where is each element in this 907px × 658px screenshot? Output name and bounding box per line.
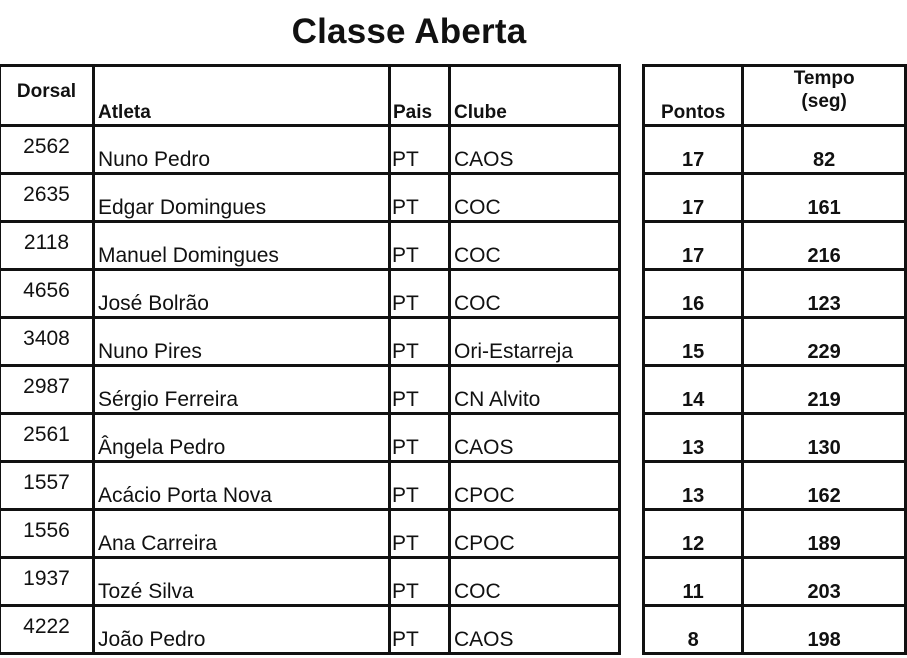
cell-atleta: Ana Carreira — [94, 510, 390, 558]
cell-dorsal: 2987 — [0, 366, 94, 414]
header-clube: Clube — [450, 66, 620, 126]
header-tempo-line2: (seg) — [801, 91, 847, 112]
results-table — [0, 64, 621, 655]
cell-pontos: 16 — [644, 270, 743, 318]
cell-pais: PT — [390, 462, 450, 510]
cell-tempo: 82 — [743, 126, 906, 174]
cell-clube: CAOS — [450, 606, 620, 654]
table-row — [644, 462, 906, 510]
cell-pais: PT — [390, 558, 450, 606]
table-row — [0, 366, 620, 414]
cell-tempo: 198 — [743, 606, 906, 654]
cell-pontos: 17 — [644, 222, 743, 270]
cell-dorsal: 4656 — [0, 270, 94, 318]
cell-dorsal: 2561 — [0, 414, 94, 462]
cell-atleta: João Pedro — [94, 606, 390, 654]
table-row — [644, 510, 906, 558]
table-row — [644, 606, 906, 654]
header-tempo-line1: Tempo — [793, 68, 855, 89]
cell-pontos: 13 — [644, 414, 743, 462]
header-atleta: Atleta — [94, 66, 390, 126]
table-row — [644, 414, 906, 462]
cell-clube: CPOC — [450, 462, 620, 510]
cell-clube: COC — [450, 174, 620, 222]
cell-clube: COC — [450, 558, 620, 606]
cell-tempo: 229 — [743, 318, 906, 366]
table-row — [0, 462, 620, 510]
cell-tempo: 161 — [743, 174, 906, 222]
cell-pontos: 11 — [644, 558, 743, 606]
header-row — [0, 66, 620, 126]
cell-dorsal: 2118 — [0, 222, 94, 270]
table-row — [644, 318, 906, 366]
cell-dorsal: 1557 — [0, 462, 94, 510]
cell-clube: COC — [450, 270, 620, 318]
cell-pontos: 14 — [644, 366, 743, 414]
header-pontos: Pontos — [644, 66, 743, 126]
table-row — [644, 366, 906, 414]
cell-tempo: 123 — [743, 270, 906, 318]
cell-atleta: Nuno Pedro — [94, 126, 390, 174]
cell-dorsal: 3408 — [0, 318, 94, 366]
cell-pontos: 8 — [644, 606, 743, 654]
cell-tempo: 219 — [743, 366, 906, 414]
cell-tempo: 162 — [743, 462, 906, 510]
cell-tempo: 203 — [743, 558, 906, 606]
cell-pontos: 12 — [644, 510, 743, 558]
table-row — [0, 606, 620, 654]
cell-pais: PT — [390, 414, 450, 462]
page-title: Classe Aberta — [291, 12, 527, 51]
score-table — [642, 64, 907, 655]
header-tempo — [743, 66, 906, 126]
cell-clube: COC — [450, 222, 620, 270]
cell-dorsal: 2635 — [0, 174, 94, 222]
table-row — [644, 222, 906, 270]
cell-tempo: 216 — [743, 222, 906, 270]
table-row — [0, 414, 620, 462]
cell-clube: CAOS — [450, 126, 620, 174]
cell-pontos: 17 — [644, 174, 743, 222]
table-row — [0, 318, 620, 366]
header-row — [644, 66, 906, 126]
cell-pais: PT — [390, 174, 450, 222]
cell-atleta: Edgar Domingues — [94, 174, 390, 222]
header-pais: Pais — [390, 66, 450, 126]
cell-clube: CN Alvito — [450, 366, 620, 414]
cell-tempo: 189 — [743, 510, 906, 558]
cell-dorsal: 4222 — [0, 606, 94, 654]
cell-atleta: Tozé Silva — [94, 558, 390, 606]
cell-clube: CPOC — [450, 510, 620, 558]
cell-pais: PT — [390, 126, 450, 174]
cell-atleta: Nuno Pires — [94, 318, 390, 366]
table-row — [644, 558, 906, 606]
header-dorsal: Dorsal — [0, 66, 94, 126]
cell-pais: PT — [390, 318, 450, 366]
table-row — [0, 126, 620, 174]
cell-pontos: 15 — [644, 318, 743, 366]
cell-tempo: 130 — [743, 414, 906, 462]
cell-pais: PT — [390, 510, 450, 558]
table-row — [0, 558, 620, 606]
cell-pontos: 13 — [644, 462, 743, 510]
table-row — [644, 174, 906, 222]
cell-atleta: Sérgio Ferreira — [94, 366, 390, 414]
cell-clube: CAOS — [450, 414, 620, 462]
cell-atleta: José Bolrão — [94, 270, 390, 318]
cell-atleta: Acácio Porta Nova — [94, 462, 390, 510]
cell-dorsal: 1937 — [0, 558, 94, 606]
table-row — [0, 270, 620, 318]
cell-clube: Ori-Estarreja — [450, 318, 620, 366]
cell-pontos: 17 — [644, 126, 743, 174]
table-row — [644, 270, 906, 318]
table-row — [0, 222, 620, 270]
cell-pais: PT — [390, 270, 450, 318]
cell-dorsal: 2562 — [0, 126, 94, 174]
cell-atleta: Manuel Domingues — [94, 222, 390, 270]
cell-atleta: Ângela Pedro — [94, 414, 390, 462]
table-row — [644, 126, 906, 174]
cell-pais: PT — [390, 366, 450, 414]
table-row — [0, 510, 620, 558]
cell-dorsal: 1556 — [0, 510, 94, 558]
cell-pais: PT — [390, 222, 450, 270]
table-row — [0, 174, 620, 222]
cell-pais: PT — [390, 606, 450, 654]
